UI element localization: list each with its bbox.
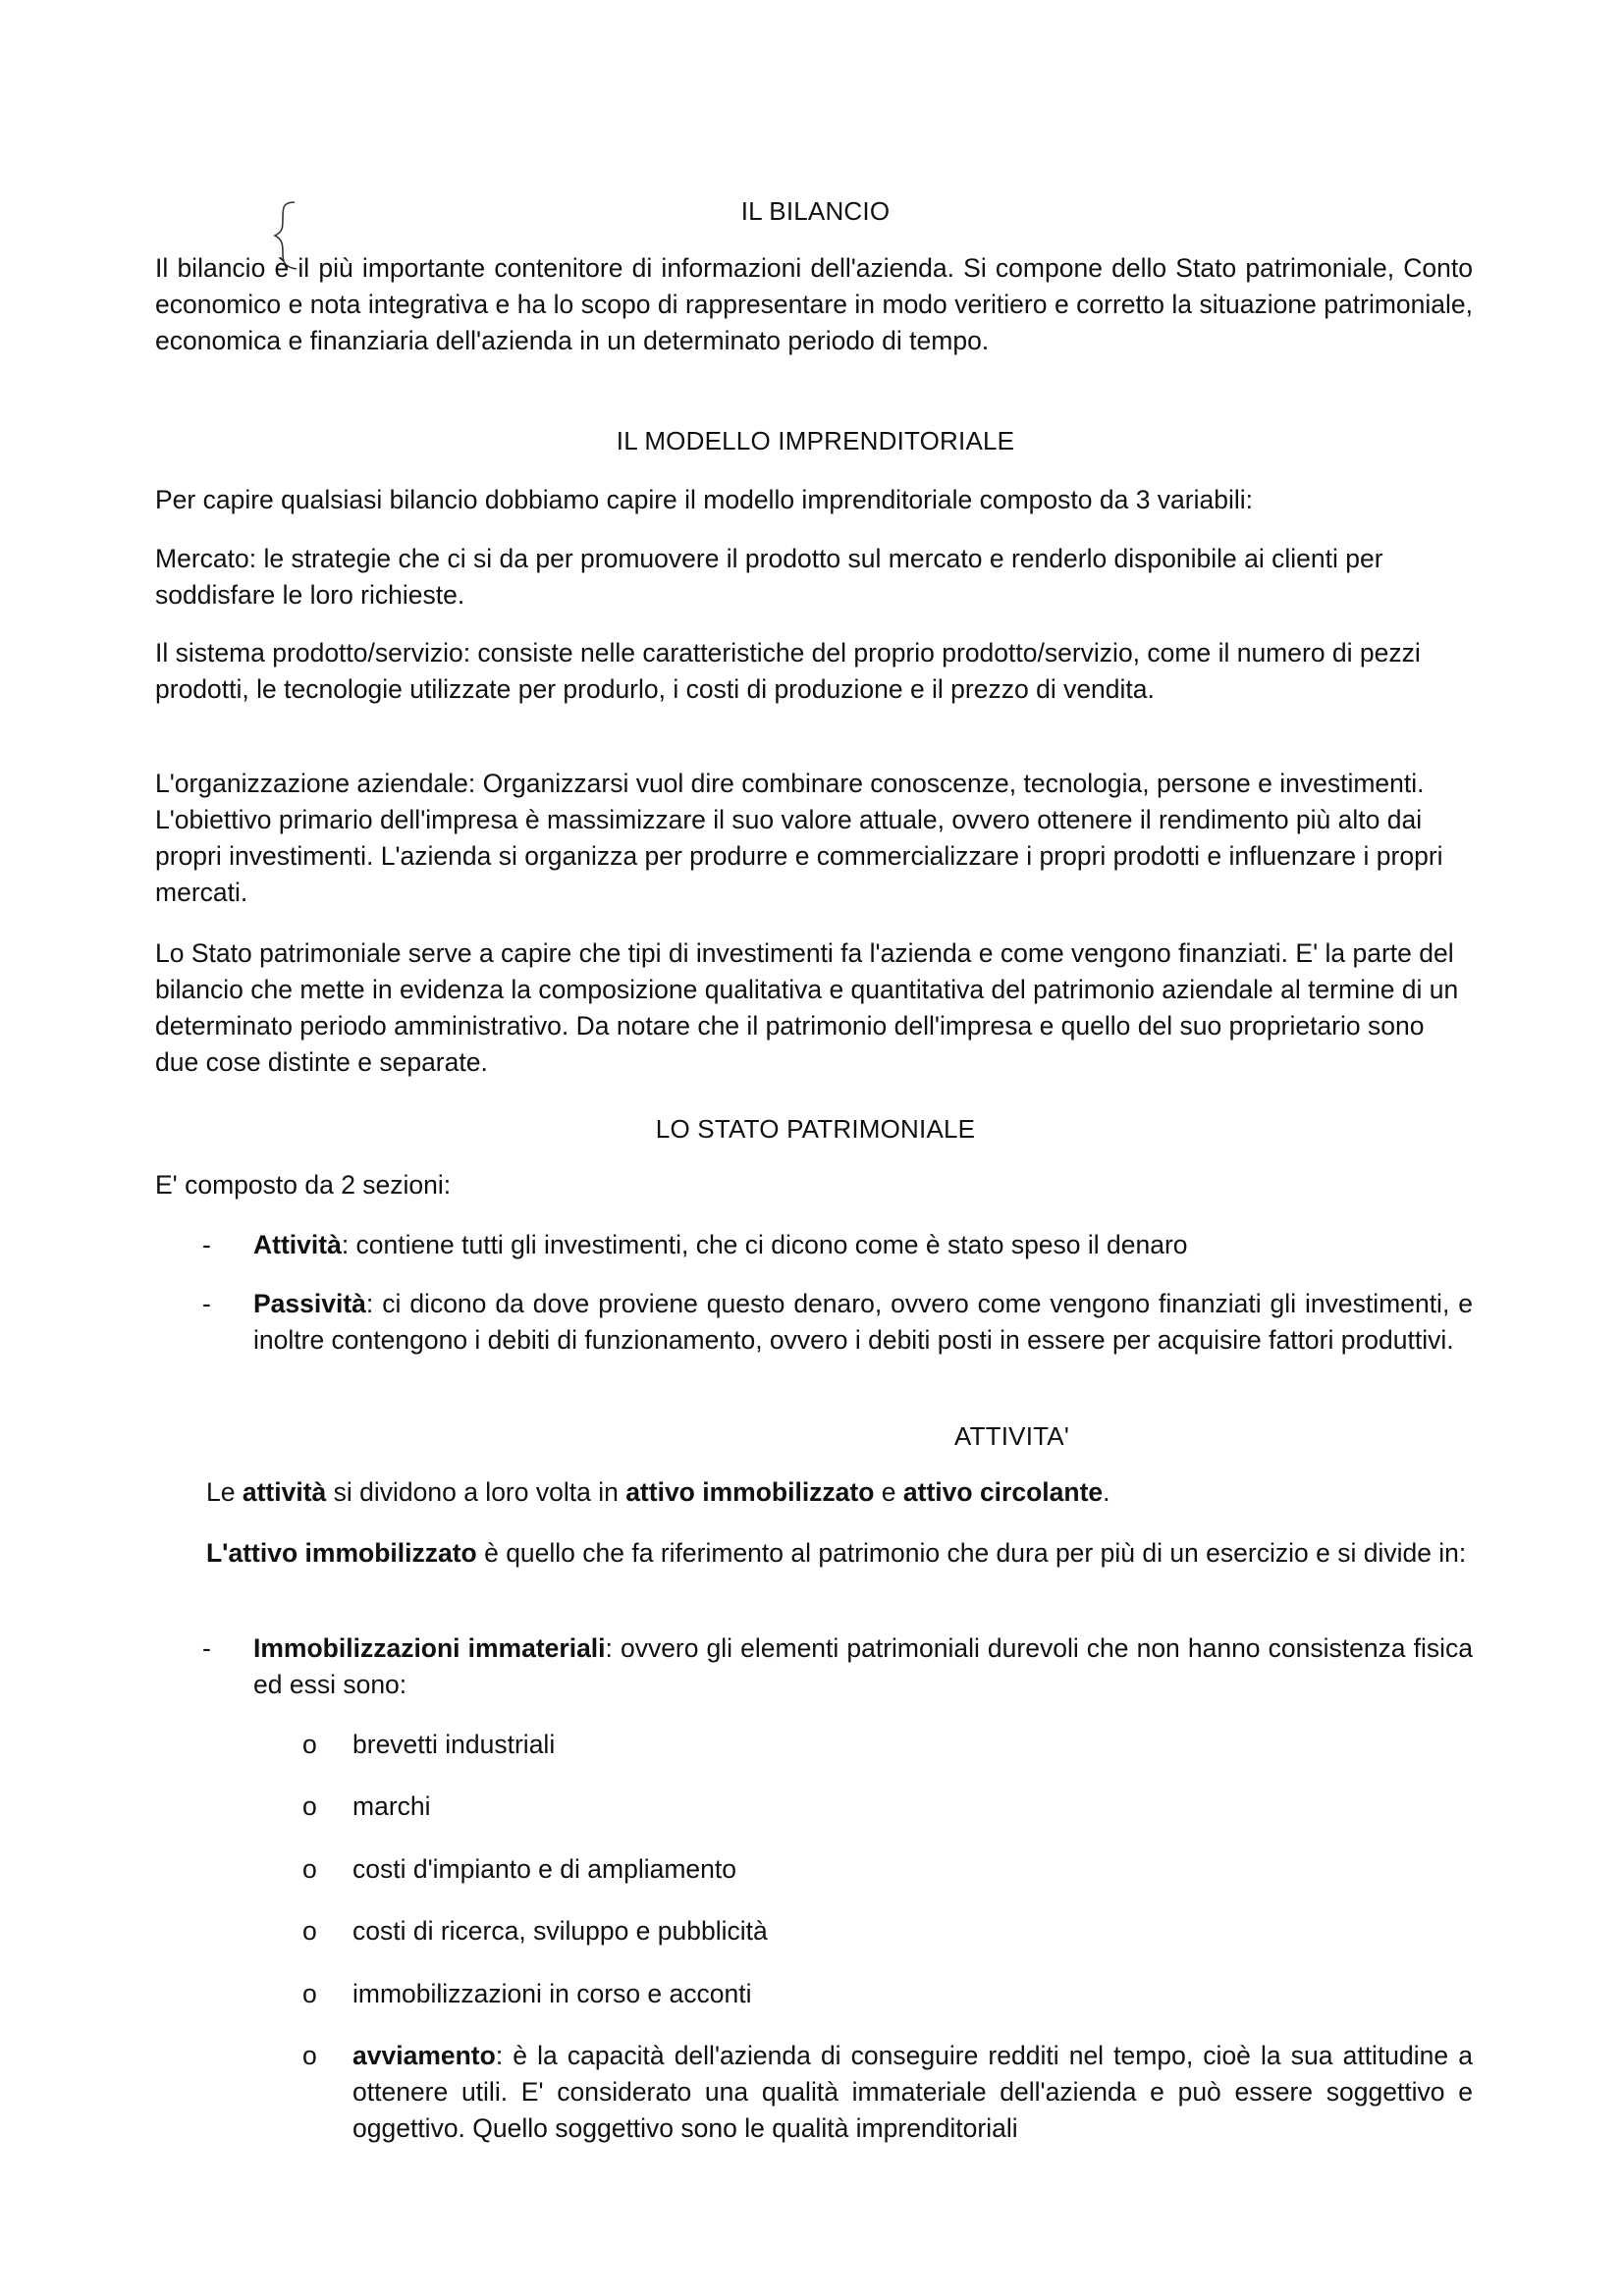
paragraph-modello: Per capire qualsiasi bilancio dobbiamo capire il modello imprenditoriale composto da 3 variabili:	[155, 485, 1253, 514]
term-passivita: Passività	[253, 1289, 366, 1318]
heading-modello-imprenditoriale: IL MODELLO IMPRENDITORIALE	[616, 426, 1015, 455]
sub-item-avviamento: avviamento: è la capacità dell'azienda di conseguire redditi nel tempo, cioè la sua attitudine a ottenere utili. E' considerato una qualità immateriale dell'azienda e può essere soggettivo e oggettivo. Quello soggettivo sono le qualità imprenditoriali	[352, 2041, 1473, 2143]
list-item-passivita	[253, 1286, 1473, 1359]
paragraph-bilancio: Il bilancio è il più importante contenitore di informazioni dell'azienda. Si compone dello Stato patrimoniale, Conto economico e nota integrativa e ha lo scopo di rappresentare in modo veritiero e corretto la situazione patrimoniale, economica e finanziaria dell'azienda in un determinato periodo di tempo.	[155, 253, 1473, 355]
paragraph-organizzazione: L'organizzazione aziendale: Organizzarsi vuol dire combinare conoscenze, tecnologia, persone e investimenti. L'obiettivo primario dell'impresa è massimizzare il suo valore attuale, ovvero ottenere il rendimento più alto dai propri investimenti. L'azienda si organizza per produrre e commercializzare i propri prodotti e influenzare i propri mercati.	[155, 769, 1443, 907]
sub-item-costi-impianto: costi d'impianto e di ampliamento	[352, 1854, 736, 1884]
heading-lo-stato-patrimoniale: LO STATO PATRIMONIALE	[655, 1114, 976, 1144]
sub-item-costi-ricerca: costi di ricerca, sviluppo e pubblicità	[352, 1916, 768, 1946]
heading-il-bilancio: IL BILANCIO	[740, 196, 891, 226]
heading-attivita: ATTIVITA'	[953, 1421, 1070, 1451]
paragraph-attivita-divisione: Le attività si dividono a loro volta in attivo immobilizzato e attivo circolante.	[206, 1477, 1110, 1507]
sub-bullet: o	[302, 1979, 317, 2008]
sub-bullet: o	[302, 2041, 317, 2070]
sub-bullet: o	[302, 1730, 317, 1759]
paragraph-stato-patrimoniale: Lo Stato patrimoniale serve a capire che tipi di investimenti fa l'azienda e come vengono finanziati. E' la parte del bilancio che mette in evidenza la composizione qualitativa e quantitativa del patrimonio aziendale al termine di un determinato periodo amministrativo. Da notare che il patrimonio dell'impresa e quello del suo proprietario sono due cose distinte e separate.	[155, 938, 1459, 1077]
term-attivita: Attività	[253, 1230, 342, 1259]
paragraph-sistema: Il sistema prodotto/servizio: consiste nelle caratteristiche del proprio prodotto/servizio, come il numero di pezzi prodotti, le tecnologie utilizzate per produrlo, i costi di produzione e il prezzo di vendita.	[155, 638, 1421, 704]
text-passivita: : ci dicono da dove proviene questo denaro, ovvero come vengono finanziati gli investimenti, e inoltre contengono i debiti di funzionamento, ovvero i debiti posti in essere per acquisire fattori produttivi.	[253, 1289, 1473, 1355]
paragraph-mercato: Mercato: le strategie che ci si da per promuovere il prodotto sul mercato e renderlo disponibile ai clienti per soddisfare le loro richieste.	[155, 544, 1383, 610]
sub-item-immobilizzazioni-corso: immobilizzazioni in corso e acconti	[352, 1979, 752, 2008]
text-attivita: : contiene tutti gli investimenti, che ci dicono come è stato speso il denaro	[341, 1230, 1188, 1259]
list-item-immobilizzazioni-immateriali: Immobilizzazioni immateriali: ovvero gli elementi patrimoniali durevoli che non hanno consistenza fisica ed essi sono:	[253, 1633, 1473, 1699]
list-dash: -	[202, 1633, 211, 1663]
paragraph-composto: E' composto da 2 sezioni:	[155, 1170, 452, 1200]
list-dash: -	[202, 1230, 211, 1259]
sub-bullet: o	[302, 1916, 317, 1946]
sub-bullet: o	[302, 1791, 317, 1821]
sub-bullet: o	[302, 1854, 317, 1884]
list-dash: -	[202, 1289, 211, 1318]
sub-item-brevetti: brevetti industriali	[352, 1730, 556, 1759]
list-item-attivita	[253, 1227, 1473, 1263]
paragraph-attivo-immobilizzato: L'attivo immobilizzato è quello che fa riferimento al patrimonio che dura per più di un esercizio e si divide in:	[206, 1538, 1467, 1568]
sub-item-marchi: marchi	[352, 1791, 431, 1821]
